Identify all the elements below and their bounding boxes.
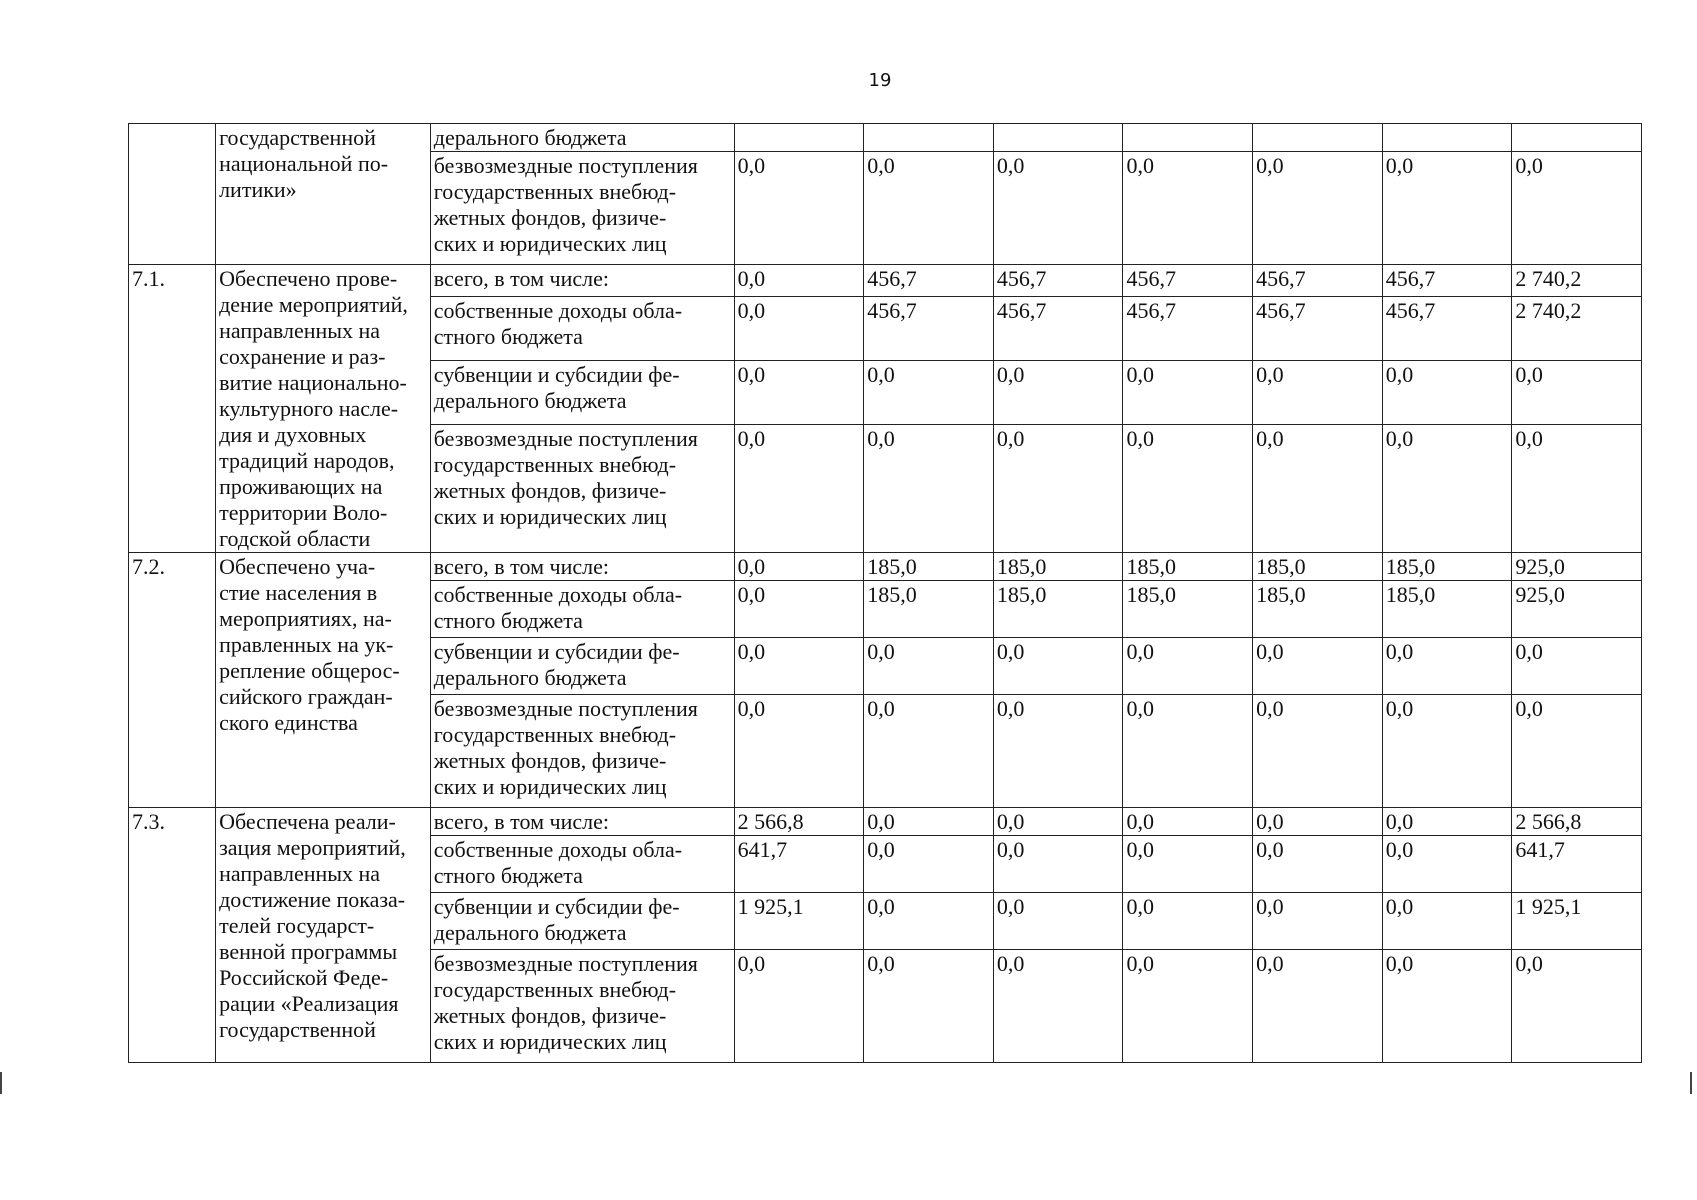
row-number-cell [129, 124, 216, 265]
value-cell: 641,7 [1512, 836, 1642, 893]
funding-source-cell: всего, в том числе: [430, 265, 734, 297]
funding-source-cell: дерального бюджета [430, 124, 734, 152]
value-cell: 0,0 [1382, 695, 1512, 808]
table-row [129, 808, 1642, 836]
measure-name-cell: Обеспечена реали- зация мероприятий, направленных на достижение показа- телей государст- венной программы Российской Феде- рации «Реализация государственной [216, 808, 431, 1063]
value-cell: 0,0 [864, 425, 994, 553]
value-cell: 0,0 [1512, 425, 1642, 553]
value-cell: 0,0 [864, 836, 994, 893]
funding-source-cell: собственные доходы обла- стного бюджета [430, 296, 734, 360]
value-cell: 0,0 [1512, 638, 1642, 695]
page-number: 19 [868, 70, 892, 91]
value-cell: 1 925,1 [1512, 893, 1642, 950]
value-cell: 0,0 [734, 265, 864, 297]
funding-source-cell: собственные доходы обла- стного бюджета [430, 836, 734, 893]
table-row [129, 124, 1642, 152]
value-cell: 0,0 [1123, 425, 1253, 553]
value-cell: 0,0 [1382, 638, 1512, 695]
value-cell [1382, 124, 1512, 152]
table-row [129, 265, 1642, 297]
value-cell: 0,0 [1382, 836, 1512, 893]
value-cell [734, 124, 864, 152]
funding-source-cell: субвенции и субсидии фе- дерального бюджета [430, 360, 734, 424]
value-cell: 0,0 [993, 950, 1123, 1063]
value-cell: 0,0 [1512, 360, 1642, 424]
funding-source-cell: безвозмездные поступления государственных внебюд- жетных фондов, физиче- ских и юридических лиц [430, 425, 734, 553]
value-cell [1512, 124, 1642, 152]
table-row [129, 553, 1642, 581]
value-cell: 0,0 [1382, 808, 1512, 836]
value-cell: 185,0 [864, 553, 994, 581]
value-cell: 456,7 [993, 296, 1123, 360]
measure-name-cell: государственной национальной по- литики» [216, 124, 431, 265]
value-cell: 0,0 [734, 950, 864, 1063]
value-cell: 185,0 [1253, 581, 1383, 638]
value-cell: 0,0 [993, 425, 1123, 553]
value-cell: 185,0 [1382, 581, 1512, 638]
value-cell: 0,0 [1382, 360, 1512, 424]
value-cell: 456,7 [1382, 265, 1512, 297]
value-cell: 0,0 [1382, 425, 1512, 553]
value-cell: 0,0 [993, 808, 1123, 836]
row-number-cell: 7.3. [129, 808, 216, 1063]
value-cell: 0,0 [1253, 360, 1383, 424]
value-cell: 0,0 [1253, 836, 1383, 893]
value-cell: 2 566,8 [734, 808, 864, 836]
value-cell: 0,0 [864, 893, 994, 950]
value-cell: 0,0 [1123, 893, 1253, 950]
value-cell: 0,0 [734, 553, 864, 581]
value-cell: 0,0 [864, 152, 994, 265]
value-cell: 641,7 [734, 836, 864, 893]
value-cell: 0,0 [1123, 695, 1253, 808]
funding-source-cell: безвозмездные поступления государственных внебюд- жетных фондов, физиче- ских и юридических лиц [430, 950, 734, 1063]
value-cell: 456,7 [1253, 296, 1383, 360]
value-cell: 0,0 [1123, 360, 1253, 424]
value-cell: 0,0 [864, 638, 994, 695]
funding-source-cell: всего, в том числе: [430, 808, 734, 836]
funding-source-cell: безвозмездные поступления государственных внебюд- жетных фондов, физиче- ских и юридических лиц [430, 695, 734, 808]
value-cell: 1 925,1 [734, 893, 864, 950]
value-cell: 925,0 [1512, 581, 1642, 638]
row-number-cell: 7.2. [129, 553, 216, 808]
value-cell: 2 566,8 [1512, 808, 1642, 836]
value-cell: 185,0 [993, 553, 1123, 581]
value-cell: 185,0 [1382, 553, 1512, 581]
value-cell: 925,0 [1512, 553, 1642, 581]
value-cell: 0,0 [734, 152, 864, 265]
funding-source-cell: субвенции и субсидии фе- дерального бюджета [430, 893, 734, 950]
value-cell: 0,0 [1512, 152, 1642, 265]
value-cell: 0,0 [1123, 152, 1253, 265]
value-cell: 0,0 [734, 695, 864, 808]
funding-source-cell: субвенции и субсидии фе- дерального бюджета [430, 638, 734, 695]
value-cell: 0,0 [734, 360, 864, 424]
value-cell: 0,0 [993, 152, 1123, 265]
measure-name-cell: Обеспечено прове- дение мероприятий, направленных на сохранение и раз- витие национально- культурного насле- дия и духовных традиций народов, проживающих на территории Воло- годской области [216, 265, 431, 553]
value-cell: 185,0 [1253, 553, 1383, 581]
value-cell: 456,7 [864, 296, 994, 360]
value-cell: 0,0 [1382, 950, 1512, 1063]
value-cell: 0,0 [864, 695, 994, 808]
value-cell: 0,0 [1253, 152, 1383, 265]
value-cell: 185,0 [1123, 553, 1253, 581]
value-cell: 0,0 [1253, 425, 1383, 553]
value-cell: 0,0 [993, 695, 1123, 808]
value-cell: 0,0 [1123, 808, 1253, 836]
value-cell: 0,0 [1253, 695, 1383, 808]
row-number-cell: 7.1. [129, 265, 216, 553]
value-cell: 456,7 [1123, 265, 1253, 297]
value-cell: 2 740,2 [1512, 265, 1642, 297]
value-cell: 185,0 [1123, 581, 1253, 638]
value-cell: 0,0 [1382, 893, 1512, 950]
value-cell: 0,0 [1123, 836, 1253, 893]
value-cell: 0,0 [1253, 950, 1383, 1063]
value-cell: 456,7 [1253, 265, 1383, 297]
funding-source-cell: безвозмездные поступления государственных внебюд- жетных фондов, физиче- ских и юридических лиц [430, 152, 734, 265]
value-cell: 185,0 [993, 581, 1123, 638]
budget-table [128, 123, 1642, 1063]
value-cell: 0,0 [1253, 808, 1383, 836]
funding-source-cell: собственные доходы обла- стного бюджета [430, 581, 734, 638]
value-cell: 0,0 [1382, 152, 1512, 265]
value-cell: 0,0 [1123, 638, 1253, 695]
value-cell: 0,0 [993, 836, 1123, 893]
value-cell: 0,0 [993, 638, 1123, 695]
value-cell: 0,0 [864, 360, 994, 424]
value-cell: 2 740,2 [1512, 296, 1642, 360]
value-cell: 0,0 [734, 581, 864, 638]
value-cell: 0,0 [993, 360, 1123, 424]
value-cell: 0,0 [864, 808, 994, 836]
value-cell: 0,0 [734, 638, 864, 695]
value-cell: 0,0 [1253, 893, 1383, 950]
value-cell: 456,7 [1123, 296, 1253, 360]
value-cell [864, 124, 994, 152]
value-cell [993, 124, 1123, 152]
value-cell: 0,0 [1123, 950, 1253, 1063]
value-cell: 0,0 [993, 893, 1123, 950]
value-cell: 456,7 [864, 265, 994, 297]
value-cell: 0,0 [734, 425, 864, 553]
value-cell: 0,0 [1253, 638, 1383, 695]
value-cell [1253, 124, 1383, 152]
funding-source-cell: всего, в том числе: [430, 553, 734, 581]
measure-name-cell: Обеспечено уча- стие населения в мероприятиях, на- правленных на ук- репление общерос- сийского граждан- ского единства [216, 553, 431, 808]
scan-artifact-right [1690, 1072, 1692, 1094]
value-cell: 185,0 [864, 581, 994, 638]
value-cell: 456,7 [1382, 296, 1512, 360]
value-cell [1123, 124, 1253, 152]
value-cell: 0,0 [1512, 950, 1642, 1063]
value-cell: 0,0 [1512, 695, 1642, 808]
value-cell: 456,7 [993, 265, 1123, 297]
value-cell: 0,0 [864, 950, 994, 1063]
scan-artifact-left [0, 1072, 2, 1094]
value-cell: 0,0 [734, 296, 864, 360]
